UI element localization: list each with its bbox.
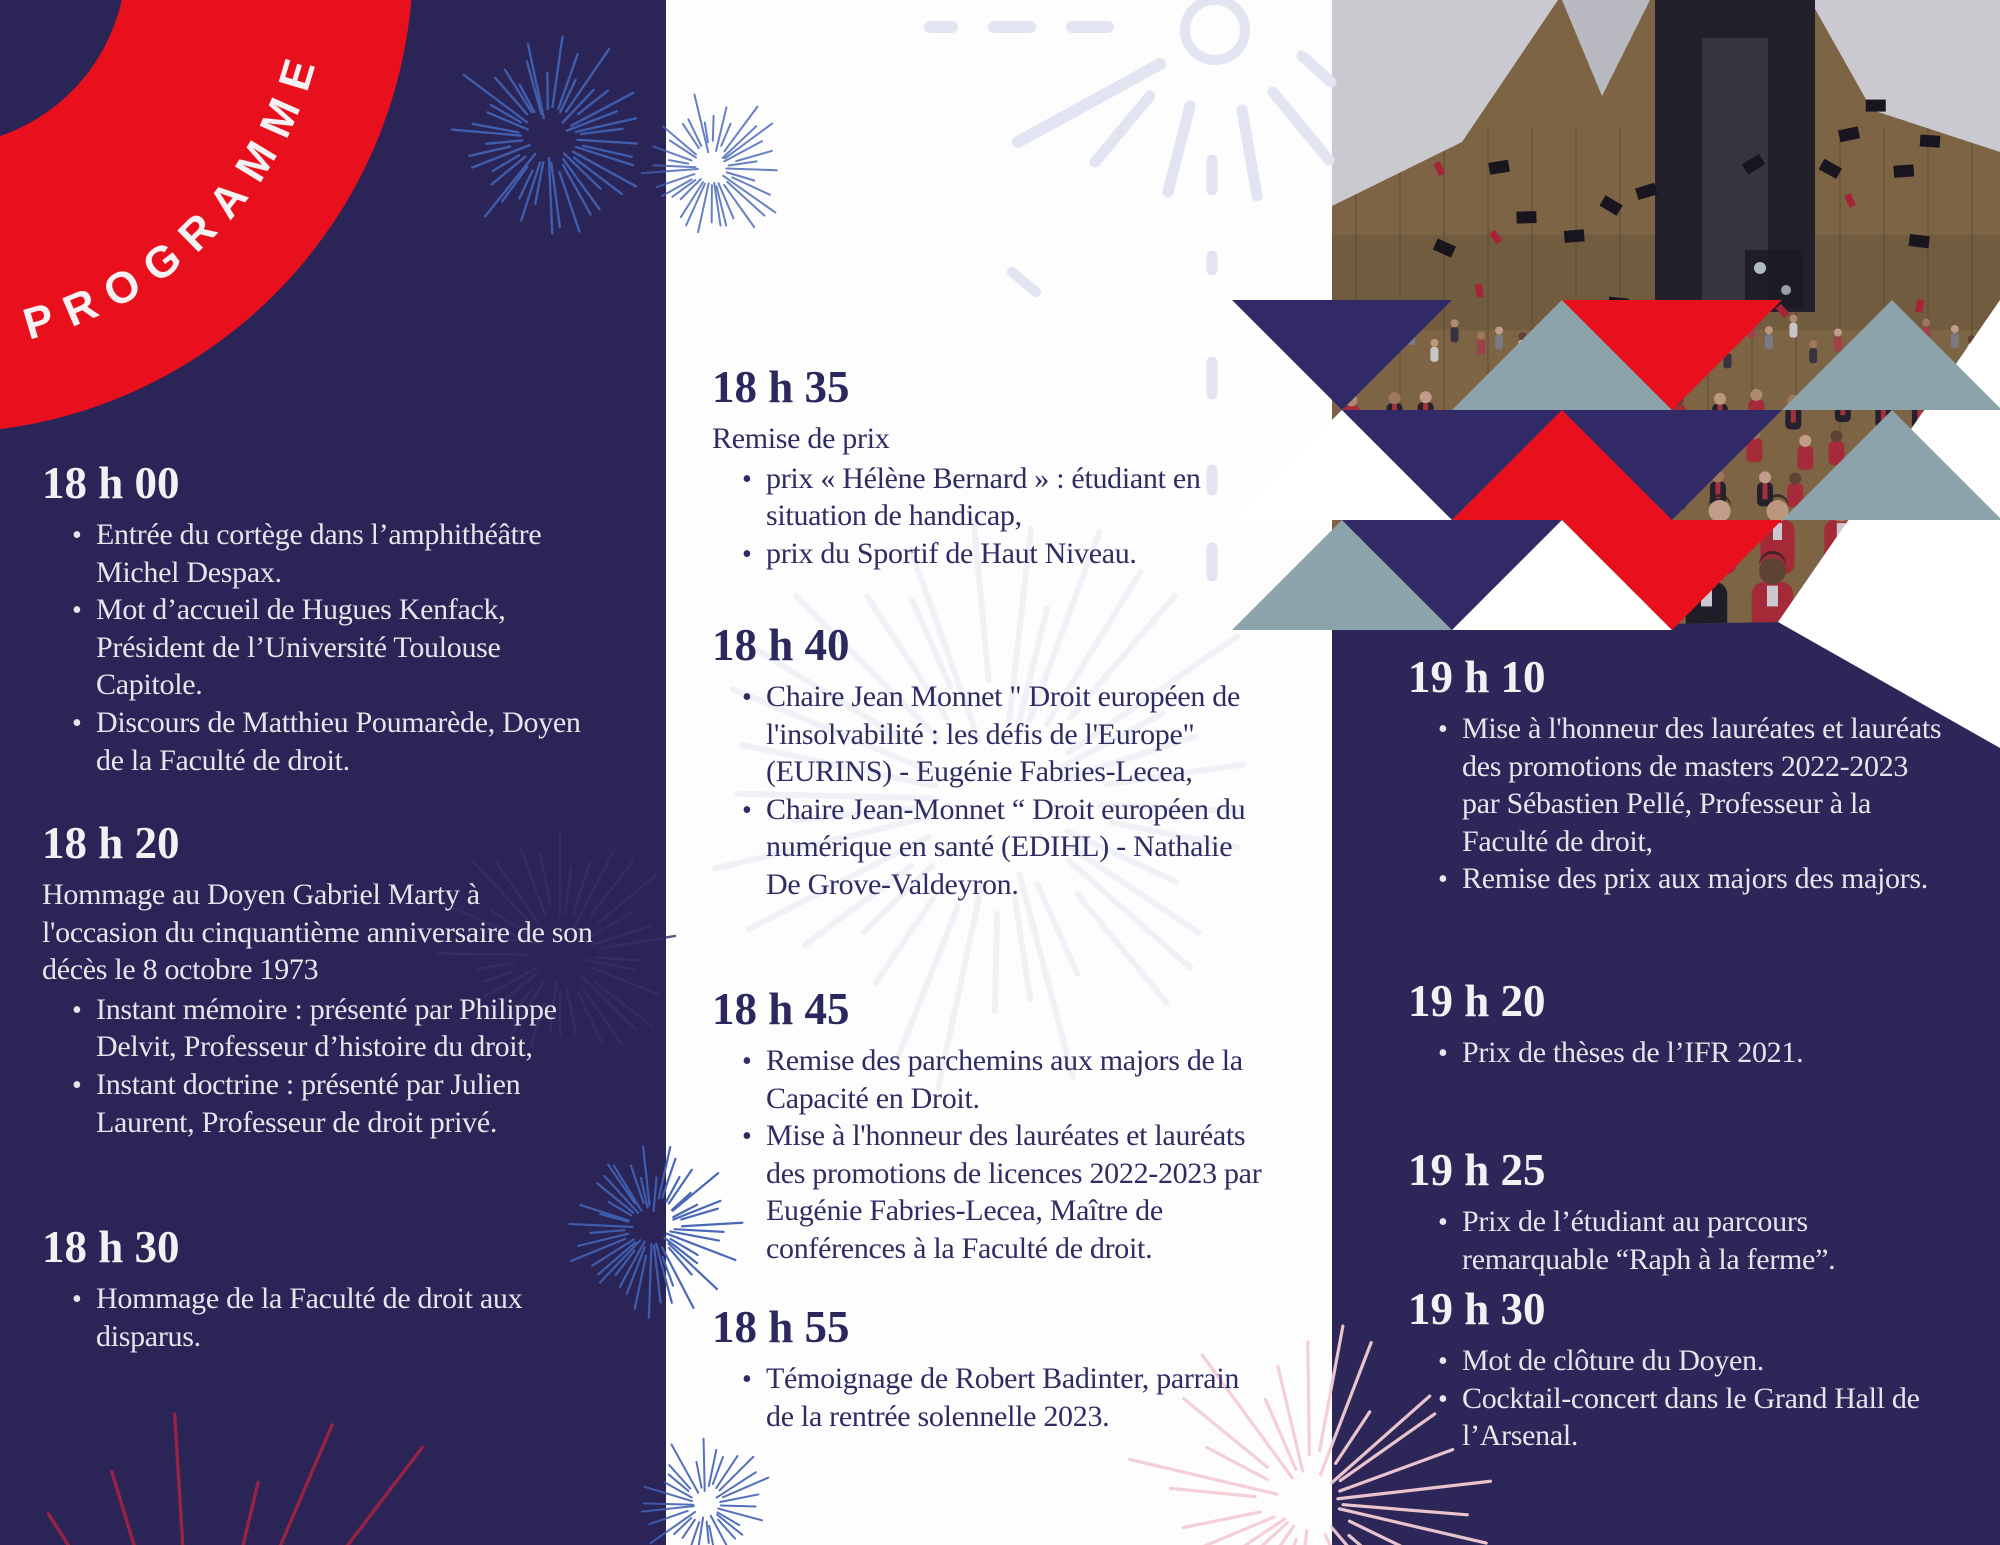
section-time: 18 h 35: [712, 362, 850, 412]
section-bullets: [1408, 1342, 1948, 1455]
bullet-item: • Mot de clôture du Doyen.: [1438, 1342, 1948, 1380]
section-intro: Remise de prix: [712, 422, 890, 455]
section-bullets: [712, 678, 1272, 904]
section-bullets: [712, 460, 1272, 573]
bullet-item: • Prix de thèses de l’IFR 2021.: [1438, 1034, 1948, 1072]
section-time: 19 h 25: [1408, 1145, 1546, 1195]
section-bullets: [712, 1360, 1272, 1435]
bullet-item: • Témoignage de Robert Badinter, parrain de la rentrée solennelle 2023.: [742, 1360, 1272, 1435]
programme-arc-title: PROGRAMME: [17, 39, 330, 350]
section-time: 18 h 20: [42, 818, 180, 868]
section-bullets: [1408, 710, 1948, 898]
bullet-item: • Chaire Jean Monnet " Droit européen de l'insolvabilité : les défis de l'Europe" (EURINS) - Eugénie Fabries-Lecea,: [742, 678, 1272, 791]
starburst-icon: [642, 95, 777, 233]
program-section-18h40: [712, 620, 1272, 904]
program-section-18h55: [712, 1302, 1272, 1435]
section-time: 18 h 30: [42, 1222, 180, 1272]
section-time: 19 h 20: [1408, 976, 1546, 1026]
bullet-item: • Hommage de la Faculté de droit aux disparus.: [72, 1280, 594, 1355]
program-section-18h45: [712, 984, 1272, 1268]
section-time: 19 h 30: [1408, 1284, 1546, 1334]
program-section-19h30: [1408, 1284, 1948, 1455]
bullet-item: • Cocktail-concert dans le Grand Hall de l’Arsenal.: [1438, 1380, 1948, 1455]
section-time: 18 h 45: [712, 984, 850, 1034]
section-bullets: [42, 516, 594, 779]
section-intro: Hommage au Doyen Gabriel Marty à l'occasion du cinquantième anniversaire de son décès le 8 octobre 1973: [42, 878, 593, 987]
section-time: 18 h 40: [712, 620, 850, 670]
program-section-19h25: [1408, 1145, 1948, 1278]
section-time: 18 h 55: [712, 1302, 850, 1352]
bullet-item: • Remise des prix aux majors des majors.: [1438, 860, 1948, 898]
program-section-18h30: [42, 1222, 594, 1355]
section-bullets: [1408, 1203, 1948, 1278]
bullet-item: • Instant doctrine : présenté par Julien Laurent, Professeur de droit privé.: [72, 1066, 594, 1141]
starburst-icon: [642, 1439, 769, 1545]
starburst-icon: [452, 37, 637, 234]
bullet-item: • prix « Hélène Bernard » : étudiant en situation de handicap,: [742, 460, 1272, 535]
section-time: 18 h 00: [42, 458, 180, 508]
section-bullets: [42, 991, 594, 1141]
bullet-item: • Remise des parchemins aux majors de la Capacité en Droit.: [742, 1042, 1272, 1117]
section-bullets: [712, 1042, 1272, 1268]
bullet-item: • Mise à l'honneur des lauréates et lauréats des promotions de licences 2022-2023 par Eugénie Fabries-Lecea, Maître de conférences à la Faculté de droit.: [742, 1117, 1272, 1267]
programme-arc: [0, 0, 413, 433]
bullet-item: • Mise à l'honneur des lauréates et lauréats des promotions de masters 2022-2023 par Sébastien Pellé, Professeur à la Faculté de droit,: [1438, 710, 1948, 860]
program-section-19h20: [1408, 976, 1948, 1072]
bullet-item: • Entrée du cortège dans l’amphithéâtre Michel Despax.: [72, 516, 594, 591]
bullet-item: • prix du Sportif de Haut Niveau.: [742, 535, 1272, 573]
bullet-item: • Mot d’accueil de Hugues Kenfack, Président de l’Université Toulouse Capitole.: [72, 591, 594, 704]
bullet-item: • Discours de Matthieu Poumarède, Doyen de la Faculté de droit.: [72, 704, 594, 779]
program-section-18h35: [712, 362, 1272, 572]
section-bullets: [42, 1280, 594, 1355]
program-section-19h10: [1408, 652, 1948, 898]
program-section-18h20: [42, 818, 594, 1141]
bullet-item: • Prix de l’étudiant au parcours remarquable “Raph à la ferme”.: [1438, 1203, 1948, 1278]
section-bullets: [1408, 1034, 1948, 1072]
bullet-item: • Chaire Jean-Monnet “ Droit européen du numérique en santé (EDIHL) - Nathalie De Grove-Valdeyron.: [742, 791, 1272, 904]
program-section-18h00: [42, 458, 594, 779]
bullet-item: • Instant mémoire : présenté par Philippe Delvit, Professeur d’histoire du droit,: [72, 991, 594, 1066]
starburst-icon: [0, 1414, 544, 1545]
section-time: 19 h 10: [1408, 652, 1546, 702]
